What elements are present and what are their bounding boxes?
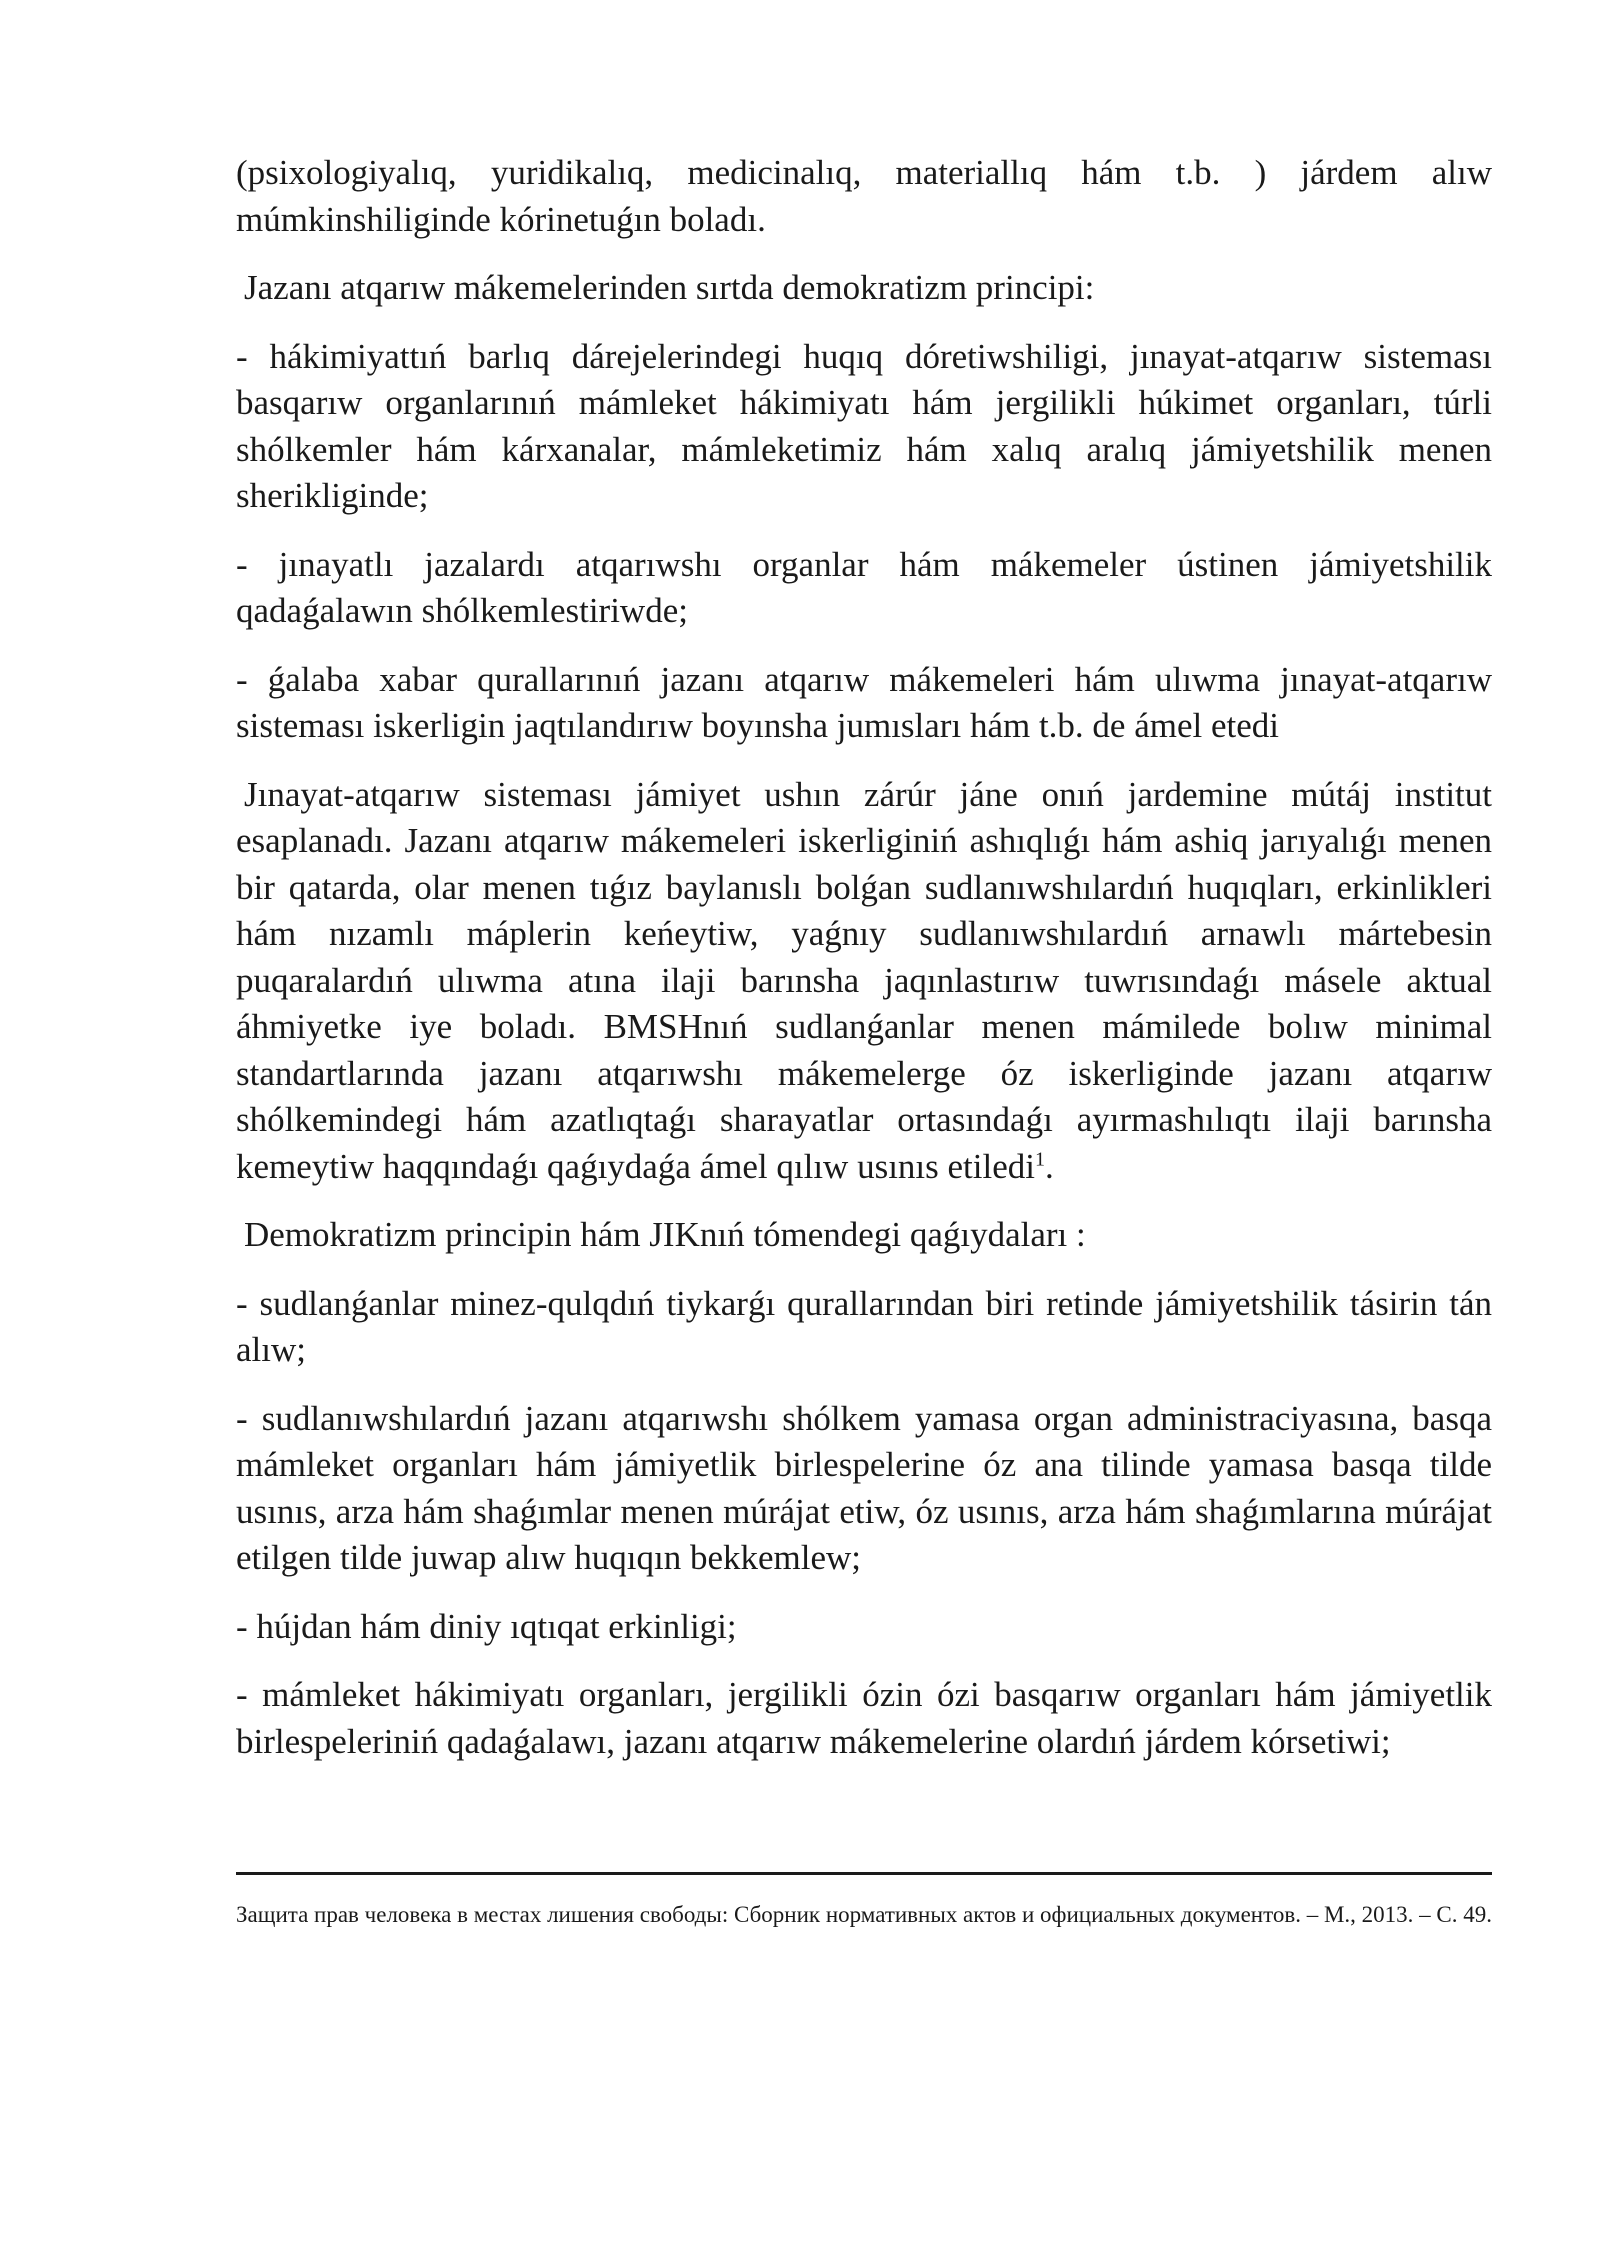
paragraph-6 <box>236 772 1492 1191</box>
footnote-reference[interactable]: 1 <box>1034 1147 1045 1170</box>
paragraph-8: - sudlanǵanlar minez-qulqdıń tiykarǵı qurallarından biri retinde jámiyetshilik tásirin tán alıw; <box>236 1283 1492 1369</box>
footnote-text: Защита прав человека в местах лишения свободы: Сборник нормативных актов и официальных документов. – М., 2013. – С. 49. <box>236 1902 1492 1927</box>
paragraph-3: - hákimiyattıń barlıq dárejelerindegi huqıq dóretiwshiligi, jınayat-atqarıw sisteması basqarıw organlarınıń mámleket hákimiyatı hám jergilikli húkimet organları, túrli shólkemler hám kárxanalar, mámleketimiz hám xalıq aralıq jámiyetshilik menen sherikliginde; <box>236 336 1492 515</box>
paragraph-6-end: . <box>1044 1146 1054 1186</box>
paragraph-7: Demokratizm principin hám JIKnıń tómendegi qaǵıydaları : <box>244 1215 1086 1254</box>
paragraph-1: (psixologiyalıq, yuridikalıq, medicinalıq, materiallıq hám t.b. ) járdem alıw múmkinshiliginde kórinetuǵın boladı. <box>236 153 1492 239</box>
document-body <box>236 150 1492 1787</box>
paragraph-5: - ǵalaba xabar qurallarınıń jazanı atqarıw mákemeleri hám ulıwma jınayat-atqarıw sisteması iskerligin jaqtılandırıw boyınsha jumısları hám t.b. de ámel etedi <box>236 659 1492 745</box>
paragraph-6-text: Jınayat-atqarıw sisteması jámiyet ushın zárúr jáne onıń jardemine mútáj institut esaplanadı. Jazanı atqarıw mákemeleri iskerliginiń ashıqlıǵı hám ashiq jarıyalıǵı menen bir qatarda, olar menen tıǵız baylanıslı bolǵan sudlanıwshılardıń huqıqları, erkinlikleri hám nızamlı máplerin keńeytiw, yaǵnıy sudlanıwshılardıń arnawlı mártebesin puqaralardıń ulıwma atına ilaji barınsha jaqınlastırıw tuwrısındaǵı másele aktual áhmiyetke iye boladı. BMSHnıń sudlanǵanlar menen mámilede bolıw minimal standartlarında jazanı atqarıwshı mákemelerge óz iskerliginde jazanı atqarıw shólkemindegi hám azatlıqtaǵı sharayatlar ortasındaǵı ayırmashılıqtı ilaji barınsha kemeytiw haqqındaǵı qaǵıydaǵa ámel qılıw usınıs etiledi <box>236 774 1492 1186</box>
paragraph-10: - hújdan hám diniy ıqtıqat erkinligi; <box>236 1606 737 1646</box>
footnote <box>226 1898 1496 1931</box>
paragraph-11: - mámleket hákimiyatı organları, jergilikli ózin ózi basqarıw organları hám jámiyetlik birlespeleriniń qadaǵalawı, jazanı atqarıw mákemelerine olardıń járdem kórsetiwi; <box>236 1675 1492 1761</box>
paragraph-4: - jınayatlı jazalardı atqarıwshı organlar hám mákemeler ústinen jámiyetshilik qadaǵalawın shólkemlestiriwde; <box>236 544 1492 630</box>
paragraph-2: Jazanı atqarıw mákemelerinden sırtda demokratizm principi: <box>244 268 1095 307</box>
footnote-divider <box>236 1872 1492 1875</box>
paragraph-9: - sudlanıwshılardıń jazanı atqarıwshı shólkem yamasa organ administraciyasına, basqa mámleket organları hám jámiyetlik birlespelerine óz ana tilinde yamasa basqa tilde usınıs, arza hám shaǵımlar menen múrájat etiw, óz usınıs, arza hám shaǵımlarına múrájat etilgen tilde juwap alıw huqıqın bekkemlew; <box>236 1398 1492 1577</box>
